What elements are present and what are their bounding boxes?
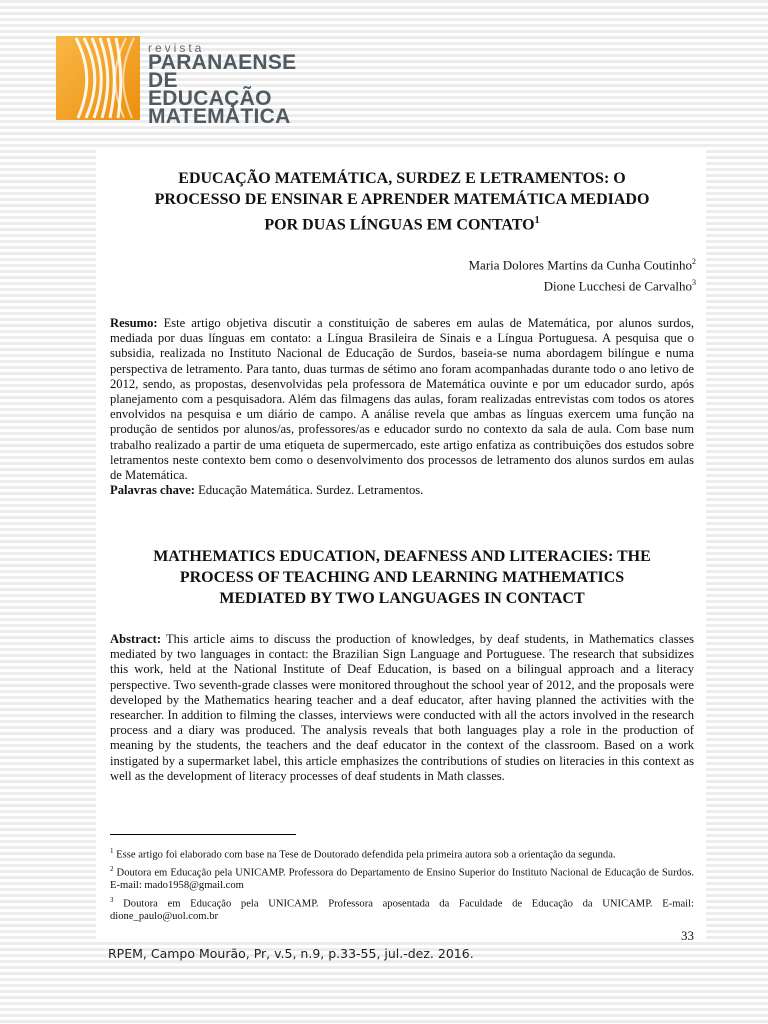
resumo-text: Este artigo objetiva discutir a constituição de saberes em aulas de Matemática, por alunos surdos, mediada por duas línguas em contato: a Língua Brasileira de Sinais e a Língua Portuguesa. A pesquisa que o subsidia, realizada no Instituto Nacional de Educação de Surdos, baseia-se numa abordagem bilíngue e numa perspectiva de letramento. Para tanto, duas turmas de sétimo ano foram acompanhadas durante todo o ano letivo de 2012, sendo, as propostas, desenvolvidas pela professora de Matemática ouvinte e por um educador surdo, após planejamento com a pesquisadora. Além das filmagens das aulas, foram realizadas entrevistas com todos os atores envolvidos na pesquisa e um diário de campo. A análise revela que ambas as línguas exercem uma função na produção de sentidos por alunos/as, professores/as e educador surdo no contexto da sala de aula. Com base num trabalho realizado a partir de uma etiqueta de supermercado, este artigo enfatiza as contribuições dos estudos sobre letramentos neste contexto bem como o desenvolvimento dos processos de letramento dos alunos surdos em aulas de Matemática. [110, 316, 694, 483]
footnote-1-mark: 1 [110, 847, 114, 855]
footnote-3 [110, 894, 694, 924]
journal-name-line-2: DE EDUCAÇÃO [148, 69, 272, 110]
footnote-2 [110, 863, 694, 893]
abstract-section [110, 632, 694, 784]
footnote-divider [110, 834, 296, 835]
title-en-line-2: PROCESS OF TEACHING AND LEARNING MATHEMATICS [179, 569, 625, 586]
footnote-3-mark: 3 [110, 895, 114, 904]
footnote-2-text: Doutora em Educação pela UNICAMP. Professora do Departamento de Ensino Superior do Instituto Nacional de Educação de Surdos. E-mail: mado1958@gmail.com [110, 867, 694, 892]
keywords-text: Educação Matemática. Surdez. Letramentos. [195, 483, 424, 498]
page-number: 33 [681, 928, 694, 943]
author-2-name: Dione Lucchesi de Carvalho [543, 278, 692, 294]
footnote-3-text: Doutora em Educação pela UNICAMP. Professora aposentada da Faculdade de Educação da UNICAMP. E-mail: dione_paulo@uol.com.br [110, 898, 694, 923]
resumo-label: Resumo: [110, 316, 158, 330]
journal-name [148, 42, 296, 126]
keywords-label: Palavras chave: [110, 483, 195, 498]
journal-revista-label: revista [148, 41, 205, 55]
article-title-portuguese [110, 168, 694, 235]
footnote-1-text: Esse artigo foi elaborado com base na Tese de Doutorado defendida pela primeira autora sob a orientação da segunda. [113, 849, 616, 861]
article-title-english [110, 546, 694, 609]
resumo-section [110, 316, 694, 498]
author-list [469, 253, 697, 296]
author-2-mark: 3 [692, 278, 696, 288]
abstract-label: Abstract: [110, 632, 162, 646]
journal-name-line-1: PARANAENSE [148, 51, 297, 74]
author-1 [469, 253, 697, 274]
journal-citation: RPEM, Campo Mourão, Pr, v.5, n.9, p.33-55, jul.-dez. 2016. [108, 946, 474, 961]
abstract-text: This article aims to discuss the production of knowledges, by deaf students, in Mathematics classes mediated by two languages in contact: the Brazilian Sign Language and Portuguese. The research that subsidizes this work, held at the National Institute of Deaf Education, is based on a bilingual approach and a literacy perspective. Two seventh-grade classes were monitored throughout the school year of 2012, and the proposals were developed by the Mathematics hearing teacher and a deaf educator, after having planned the activities with the researcher. In addition to filming the classes, interviews were conducted with all the actors involved in the research process and a diary was produced. The analysis reveals that both languages play a role in the production of meaning by the students, the teachers and the deaf educator in the context of the classroom. Based on a work instigated by a supermarket label, this article emphasizes the contributions of studies on literacies in this context as well as the development of literacy processes of deaf students in Math classes. [110, 632, 694, 783]
title-pt-line-3-text: POR DUAS LÍNGUAS EM CONTATO [264, 216, 535, 234]
journal-name-line-3: MATEMÁTICA [148, 105, 291, 128]
title-pt-line-3 [110, 210, 694, 235]
title-pt-line-1: EDUCAÇÃO MATEMÁTICA, SURDEZ E LETRAMENTOS: O [178, 170, 626, 187]
title-en-line-1: MATHEMATICS EDUCATION, DEAFNESS AND LITERACIES: THE [153, 548, 651, 565]
author-2 [469, 274, 697, 295]
footnotes [110, 845, 694, 925]
title-en-line-3: MEDIATED BY TWO LANGUAGES IN CONTACT [219, 590, 585, 607]
title-pt-line-2: PROCESSO DE ENSINAR E APRENDER MATEMÁTICA MEDIADO [154, 191, 650, 208]
journal-logo-icon [56, 36, 140, 120]
footnote-1 [110, 845, 694, 862]
journal-logo [56, 36, 297, 128]
author-1-name: Maria Dolores Martins da Cunha Coutinho [468, 257, 692, 273]
author-1-mark: 2 [692, 257, 696, 266]
footnote-2-mark: 2 [110, 864, 114, 873]
title-footnote-mark: 1 [534, 215, 540, 226]
